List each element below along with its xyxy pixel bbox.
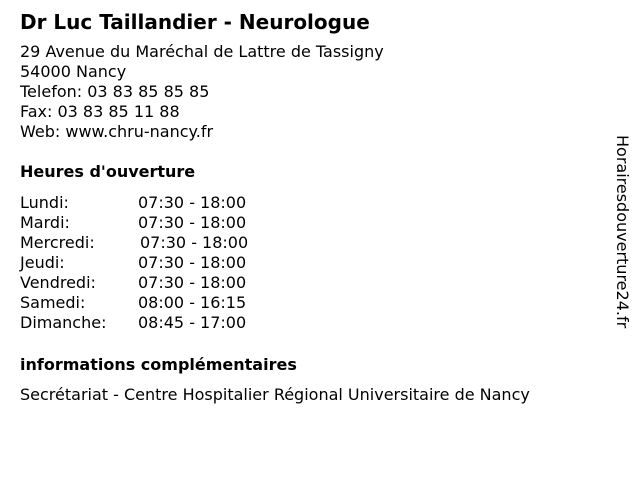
hours-row-friday <box>20 273 600 293</box>
hours-table <box>20 193 600 333</box>
day-label: Lundi: <box>20 193 69 212</box>
city-postal: 54000 Nancy <box>20 62 127 81</box>
hours-row-thursday <box>20 253 600 273</box>
hours-row-sunday <box>20 313 600 333</box>
time-range: 08:45 - 17:00 <box>138 313 247 332</box>
day-label: Samedi: <box>20 293 86 312</box>
phone-number: Telefon: 03 83 85 85 85 <box>20 82 210 101</box>
day-label: Vendredi: <box>20 273 96 292</box>
hours-row-wednesday <box>20 233 600 253</box>
business-card <box>20 8 600 405</box>
time-range: 07:30 - 18:00 <box>140 233 249 252</box>
time-range: 07:30 - 18:00 <box>138 213 247 232</box>
hours-row-tuesday <box>20 213 600 233</box>
time-range: 08:00 - 16:15 <box>138 293 247 312</box>
time-range: 07:30 - 18:00 <box>138 193 247 212</box>
day-label: Dimanche: <box>20 313 107 332</box>
address-block <box>20 42 600 142</box>
website: Web: www.chru-nancy.fr <box>20 122 214 141</box>
info-heading: informations complémentaires <box>20 355 297 374</box>
time-range: 07:30 - 18:00 <box>138 253 247 272</box>
day-label: Mercredi: <box>20 233 95 252</box>
day-label: Mardi: <box>20 213 70 232</box>
day-label: Jeudi: <box>20 253 65 272</box>
hours-row-monday <box>20 193 600 213</box>
info-text: Secrétariat - Centre Hospitalier Régional Universitaire de Nancy <box>20 385 530 404</box>
site-watermark: Horairesdouverture24.fr <box>613 135 632 329</box>
time-range: 07:30 - 18:00 <box>138 273 247 292</box>
hours-row-saturday <box>20 293 600 313</box>
fax-number: Fax: 03 83 85 11 88 <box>20 102 180 121</box>
page-title: Dr Luc Taillandier - Neurologue <box>20 10 370 34</box>
hours-heading: Heures d'ouverture <box>20 162 196 181</box>
street-address: 29 Avenue du Maréchal de Lattre de Tassigny <box>20 42 384 61</box>
